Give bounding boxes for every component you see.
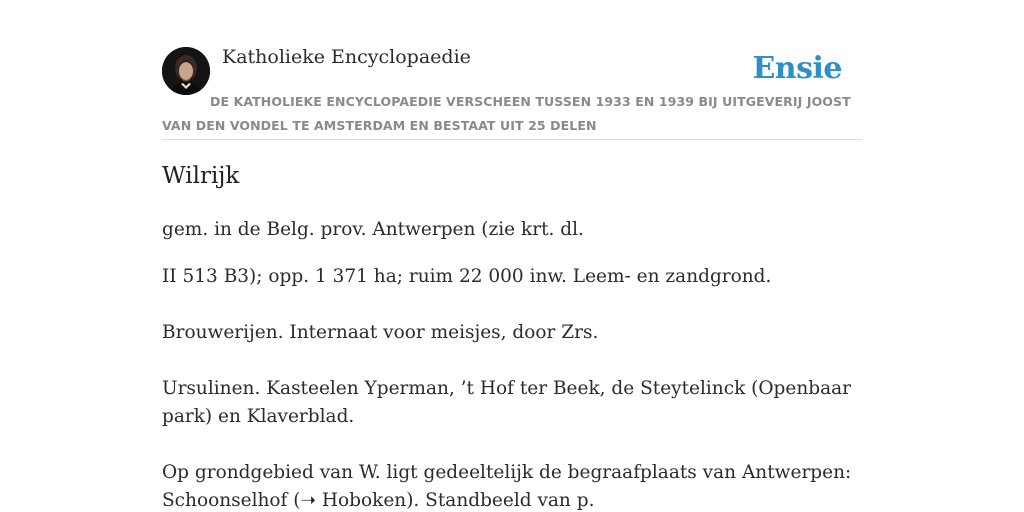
- article-paragraph: Brouwerijen. Internaat voor meisjes, door Zrs.: [162, 322, 599, 343]
- article-paragraph: gem. in de Belg. prov. Antwerpen (zie krt. dl.: [162, 219, 584, 240]
- article-body: [162, 216, 867, 512]
- article-paragraph: II 513 B3); opp. 1 371 ha; ruim 22 000 inw. Leem- en zandgrond.: [162, 266, 772, 287]
- avatar[interactable]: [162, 47, 210, 95]
- article-paragraph: Op grondgebied van W. ligt gedeeltelijk de begraafplaats van Antwerpen: Schoonselhof (➝ Hoboken). Standbeeld van p.: [162, 462, 852, 511]
- site-description: DE KATHOLIEKE ENCYCLOPAEDIE VERSCHEEN TUSSEN 1933 EN 1939 BIJ UITGEVERIJ JOOST VAN DEN VONDEL TE AMSTERDAM EN BESTAAT UIT 25 DELEN: [162, 94, 851, 133]
- site-name-link[interactable]: Katholieke Encyclopaedie: [222, 46, 471, 68]
- brand-logo-link[interactable]: Ensie: [752, 51, 842, 86]
- article-paragraph: Ursulinen. Kasteelen Yperman, ’t Hof ter Beek, de Steytelinck (Openbaar park) en Klaverblad.: [162, 378, 852, 427]
- article-title: Wilrijk: [162, 163, 240, 189]
- header-divider: [162, 139, 862, 140]
- portrait-avatar-icon: [162, 47, 210, 95]
